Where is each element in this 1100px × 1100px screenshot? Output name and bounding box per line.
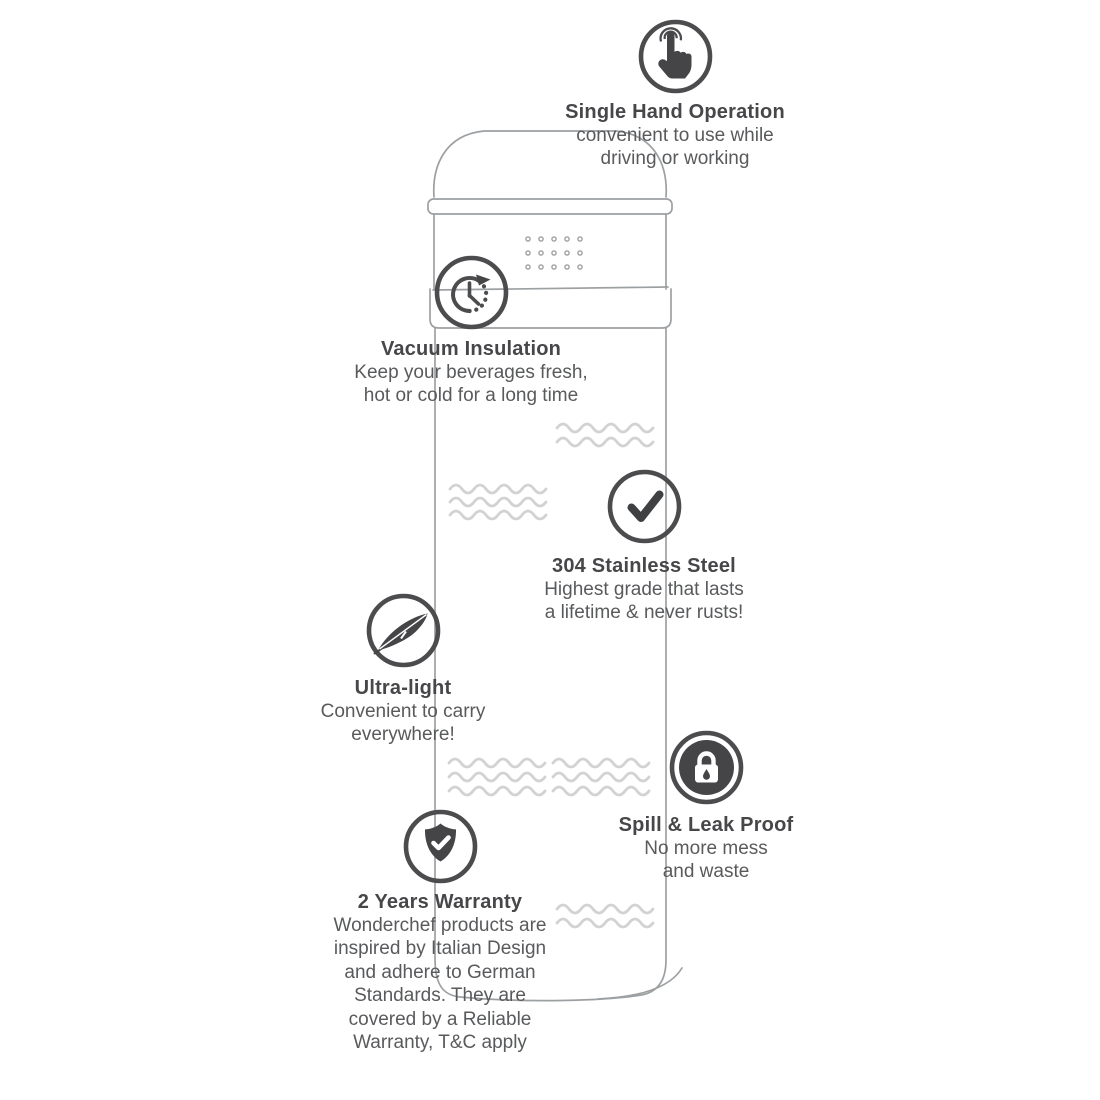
feature-ultra-light xyxy=(243,592,563,747)
feature-description-line: Convenient to carry xyxy=(320,701,486,722)
feather-icon xyxy=(365,592,442,669)
feature-description-line: covered by a Reliable xyxy=(348,1008,532,1030)
feature-description-line: Highest grade that lasts xyxy=(544,579,744,600)
feature-vacuum-insulation xyxy=(311,254,631,408)
feature-single-hand-operation xyxy=(515,18,835,171)
clock-history-icon xyxy=(433,254,510,331)
feature-description-line: Standards. They are xyxy=(354,985,526,1007)
tap-gesture-icon xyxy=(637,18,714,95)
feature-description-line: hot or cold for a long time xyxy=(363,385,579,407)
feature-description-line: driving or working xyxy=(600,148,750,170)
feature-description-line: everywhere! xyxy=(351,724,455,746)
padlock-droplet-icon xyxy=(668,729,745,806)
feature-title: 2 Years Warranty xyxy=(357,891,523,913)
feature-description-line: Wonderchef products are xyxy=(333,915,547,936)
feature-description-line: convenient to use while xyxy=(576,125,774,146)
feature-description-line: Keep your beverages fresh, xyxy=(354,362,588,383)
checkmark-icon xyxy=(606,468,683,545)
feature-title: Single Hand Operation xyxy=(565,101,785,123)
feature-title: 304 Stainless Steel xyxy=(552,555,736,577)
feature-description-line: inspired by Italian Design xyxy=(333,938,547,960)
feature-title: Spill & Leak Proof xyxy=(618,814,794,836)
feature-description-line: Warranty, T&C apply xyxy=(353,1032,527,1054)
feature-description-line: a lifetime & never rusts! xyxy=(544,602,744,624)
feature-title: Ultra-light xyxy=(354,677,452,699)
shield-check-icon xyxy=(402,808,479,885)
feature-description-line: and adhere to German xyxy=(344,961,536,983)
feature-description-line: No more mess xyxy=(644,838,768,859)
feature-title: Vacuum Insulation xyxy=(380,338,562,360)
feature-two-years-warranty xyxy=(270,808,610,1054)
feature-description-line: and waste xyxy=(662,861,750,883)
